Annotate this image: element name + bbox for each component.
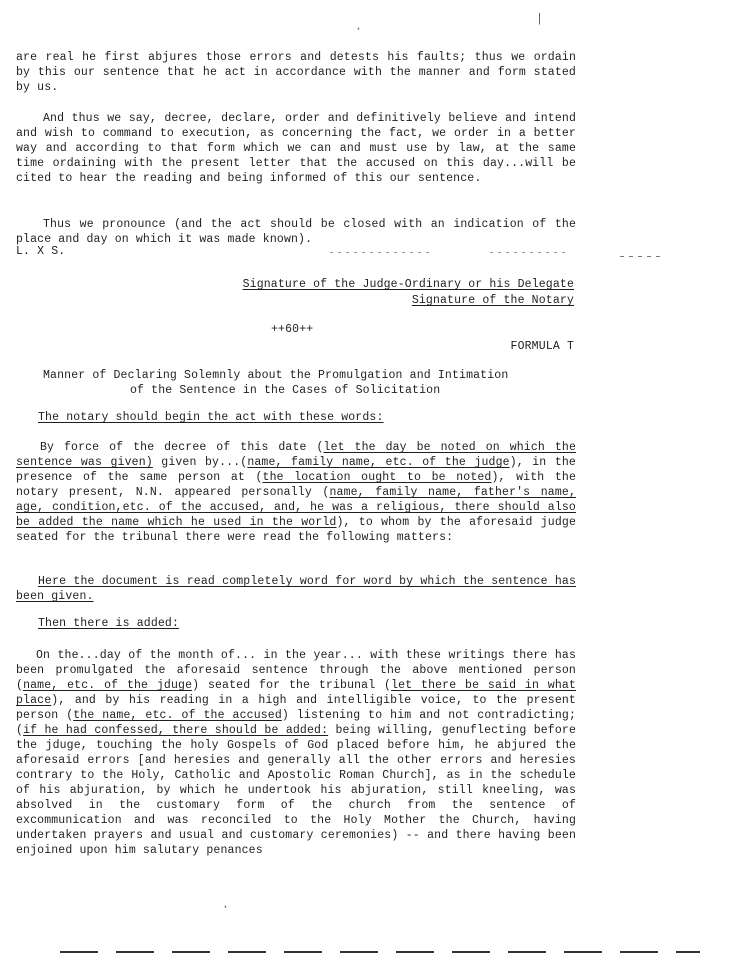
paragraph-document-read: Here the document is read completely word for word by which the sentence has been given.	[16, 575, 576, 603]
paragraph-pronounce: Thus we pronounce (and the act should be closed with an indication of the place and day on which it was made known).	[16, 218, 576, 246]
text-run: being willing, genuflecting before the jduge, touching the holy Gospels of God placed before him, he abjured the aforesaid errors [and heresies and generally all the other errors and heresies contrary to the Holy, Catholic and Apostolic Roman Church], as in the schedule of his abjuration, by which he undertook his abjuration, still kneeling, was absolved in the customary form of the church from the sentence of excommunication and was reconciled to the Holy Mother the Church, having undertaken prayers and usual and customary ceremonies) -- and there having been enjoined upon him salutary penances	[16, 724, 576, 857]
text-run: ) seated for the tribunal (	[192, 679, 392, 692]
underlined-run: if he had confessed, there should be added:	[23, 724, 329, 737]
dot-mark: ·	[355, 23, 362, 36]
text-run: By force of the decree of this date (	[40, 441, 324, 454]
underlined-run: name, family name, etc. of the judge	[247, 456, 510, 469]
text-run: On the...day of the month of... in the year... with these writings there has been promulgated the aforesaid sentence through the above mentioned person (	[16, 649, 576, 692]
dash-mark	[330, 252, 430, 253]
dot-mark: ·	[222, 901, 229, 914]
top-margin-mark: |	[536, 13, 543, 26]
underlined-run: the name, etc. of the accused	[73, 709, 282, 722]
text-run: ) listening to him and not contradicting; (	[16, 709, 576, 737]
then-added-label: Then there is added:	[38, 617, 180, 630]
paragraph-decree: And thus we say, decree, declare, order and definitively believe and intend and wish to command to execution, as concerning the fact, we order in a better way and according to that form which we can and must use by law, at the same time ordaining with the present letter that the accused on this day...will be cited to hear the reading and being informed of this our sentence.	[16, 112, 576, 185]
heading-line-2: of the Sentence in the Cases of Solicitation	[130, 384, 441, 397]
lxs-seal-mark: L. X S.	[16, 245, 66, 258]
dash-mark	[490, 252, 570, 253]
paragraph-decree-of-date	[16, 440, 576, 545]
underlined-run: name, etc. of the jduge	[23, 679, 193, 692]
paragraph-promulgation	[16, 648, 576, 858]
signature-judge: Signature of the Judge-Ordinary or his Delegate	[242, 278, 574, 291]
underlined-run: let the day be noted on which the sentence was given)	[16, 441, 576, 469]
underlined-run: let there be said in what place	[16, 679, 576, 707]
underlined-run: the location ought to be noted	[262, 471, 492, 484]
notary-instruction: The notary should begin the act with these words:	[38, 411, 384, 424]
text-run: ), and by his reading in a high and intelligible voice, to the present person (	[16, 694, 576, 722]
text-run: ), in the presence of the same person at (	[16, 456, 576, 484]
heading-line-1: Manner of Declaring Solemnly about the Promulgation and Intimation	[43, 369, 509, 382]
signature-notary: Signature of the Notary	[411, 294, 574, 307]
text-run: ), with the notary present, N.N. appeared personally (	[16, 471, 576, 499]
dash-mark	[620, 256, 660, 257]
underlined-run: name, family name, father's name, age, condition,etc. of the accused, and, he was a religious, there should also be added the name which he used in the world	[16, 486, 577, 529]
formula-label: FORMULA T	[510, 340, 574, 353]
paragraph-sentence-end: are real he first abjures those errors and detests his faults; thus we ordain by this our sentence that he act in accordance with the manner and form stated by us.	[16, 51, 576, 94]
page-marker: ++60++	[271, 323, 314, 336]
text-run: given by...(	[152, 456, 248, 469]
text-run: ), to whom by the aforesaid judge seated for the tribunal there were read the following matters:	[16, 516, 577, 544]
bottom-scan-artifacts	[60, 951, 700, 953]
